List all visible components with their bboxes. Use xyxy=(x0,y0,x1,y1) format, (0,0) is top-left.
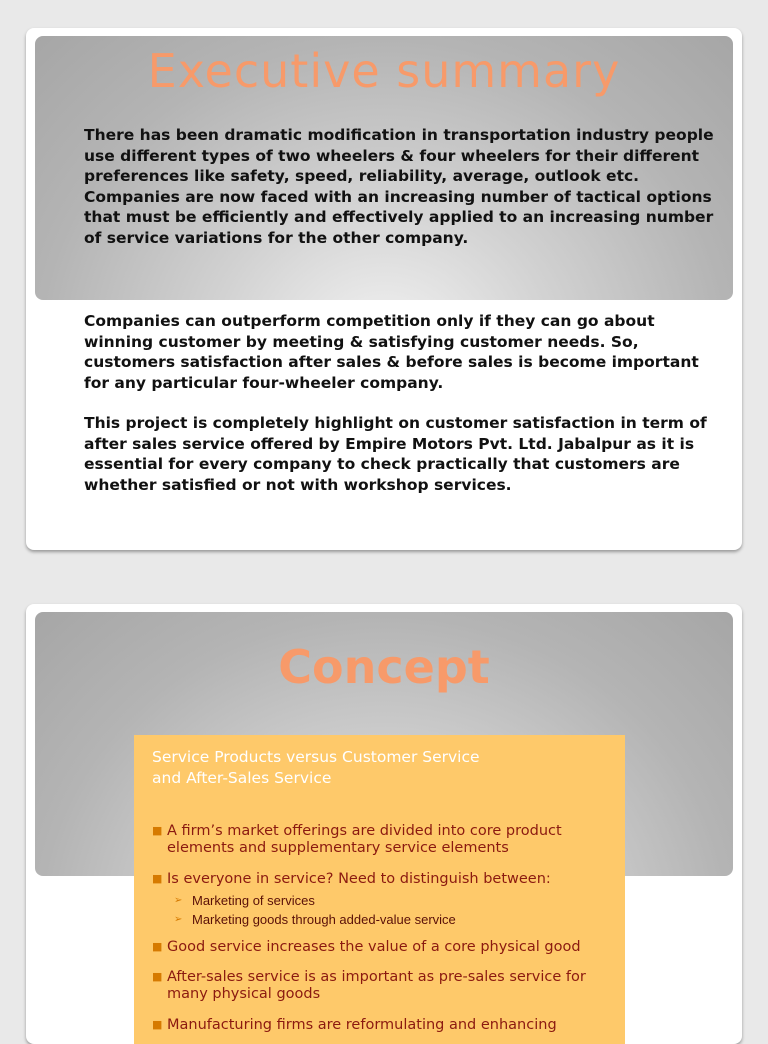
square-bullet-icon: ■ xyxy=(152,1018,163,1031)
arrow-bullet-icon: ➢ xyxy=(174,895,183,906)
list-item xyxy=(174,892,604,909)
bullet-text: Manufacturing firms are reformulating and enhancing xyxy=(167,1017,557,1033)
inset-title xyxy=(152,747,612,789)
bullet-text: Good service increases the value of a core physical good xyxy=(167,939,581,955)
list-item xyxy=(152,969,612,1002)
sub-bullet-text: Marketing of services xyxy=(192,893,315,908)
embedded-slide-image xyxy=(134,735,625,1044)
square-bullet-icon: ■ xyxy=(152,940,163,953)
bullet-text: After-sales service is as important as pre-sales service for many physical goods xyxy=(167,969,586,1002)
summary-paragraph-1: There has been dramatic modification in transportation industry people use different types of two wheelers & four wheelers for their different preferences like safety, speed, reliability, average, outlook etc. Companies are now faced with an increasing number of tactical options that must be efficiently and effectively applied to an increasing number of service variations for the other company. xyxy=(84,126,714,247)
slide-title: Executive summary xyxy=(147,44,621,98)
slide-executive-summary xyxy=(26,28,742,550)
square-bullet-icon: ■ xyxy=(152,872,163,885)
square-bullet-icon: ■ xyxy=(152,824,163,837)
slide-concept xyxy=(26,604,742,1044)
bullet-text: A firm’s market offerings are divided into core product elements and supplementary service elements xyxy=(167,823,562,856)
bullet-text: Is everyone in service? Need to distinguish between: xyxy=(167,871,551,887)
summary-paragraph-2: Companies can outperform competition only if they can go about winning customer by meeting & satisfying customer needs. So, customers satisfaction after sales & before sales is become important for any particular four-wheeler company. xyxy=(84,312,699,392)
list-item xyxy=(152,1017,612,1034)
sub-bullet-text: Marketing goods through added-value service xyxy=(192,912,456,927)
slide-title: Concept xyxy=(278,640,490,694)
summary-paragraph-3: This project is completely highlight on customer satisfaction in term of after sales service offered by Empire Motors Pvt. Ltd. Jabalpur as it is essential for every company to check practically that customers are whether satisfied or not with workshop services. xyxy=(84,414,707,494)
inset-title-line-1: Service Products versus Customer Service xyxy=(152,748,480,766)
list-item xyxy=(174,911,604,928)
list-item xyxy=(152,939,612,956)
list-item xyxy=(152,871,612,888)
arrow-bullet-icon: ➢ xyxy=(174,914,183,925)
inset-title-line-2: and After-Sales Service xyxy=(152,769,332,787)
list-item xyxy=(152,823,612,856)
square-bullet-icon: ■ xyxy=(152,970,163,983)
